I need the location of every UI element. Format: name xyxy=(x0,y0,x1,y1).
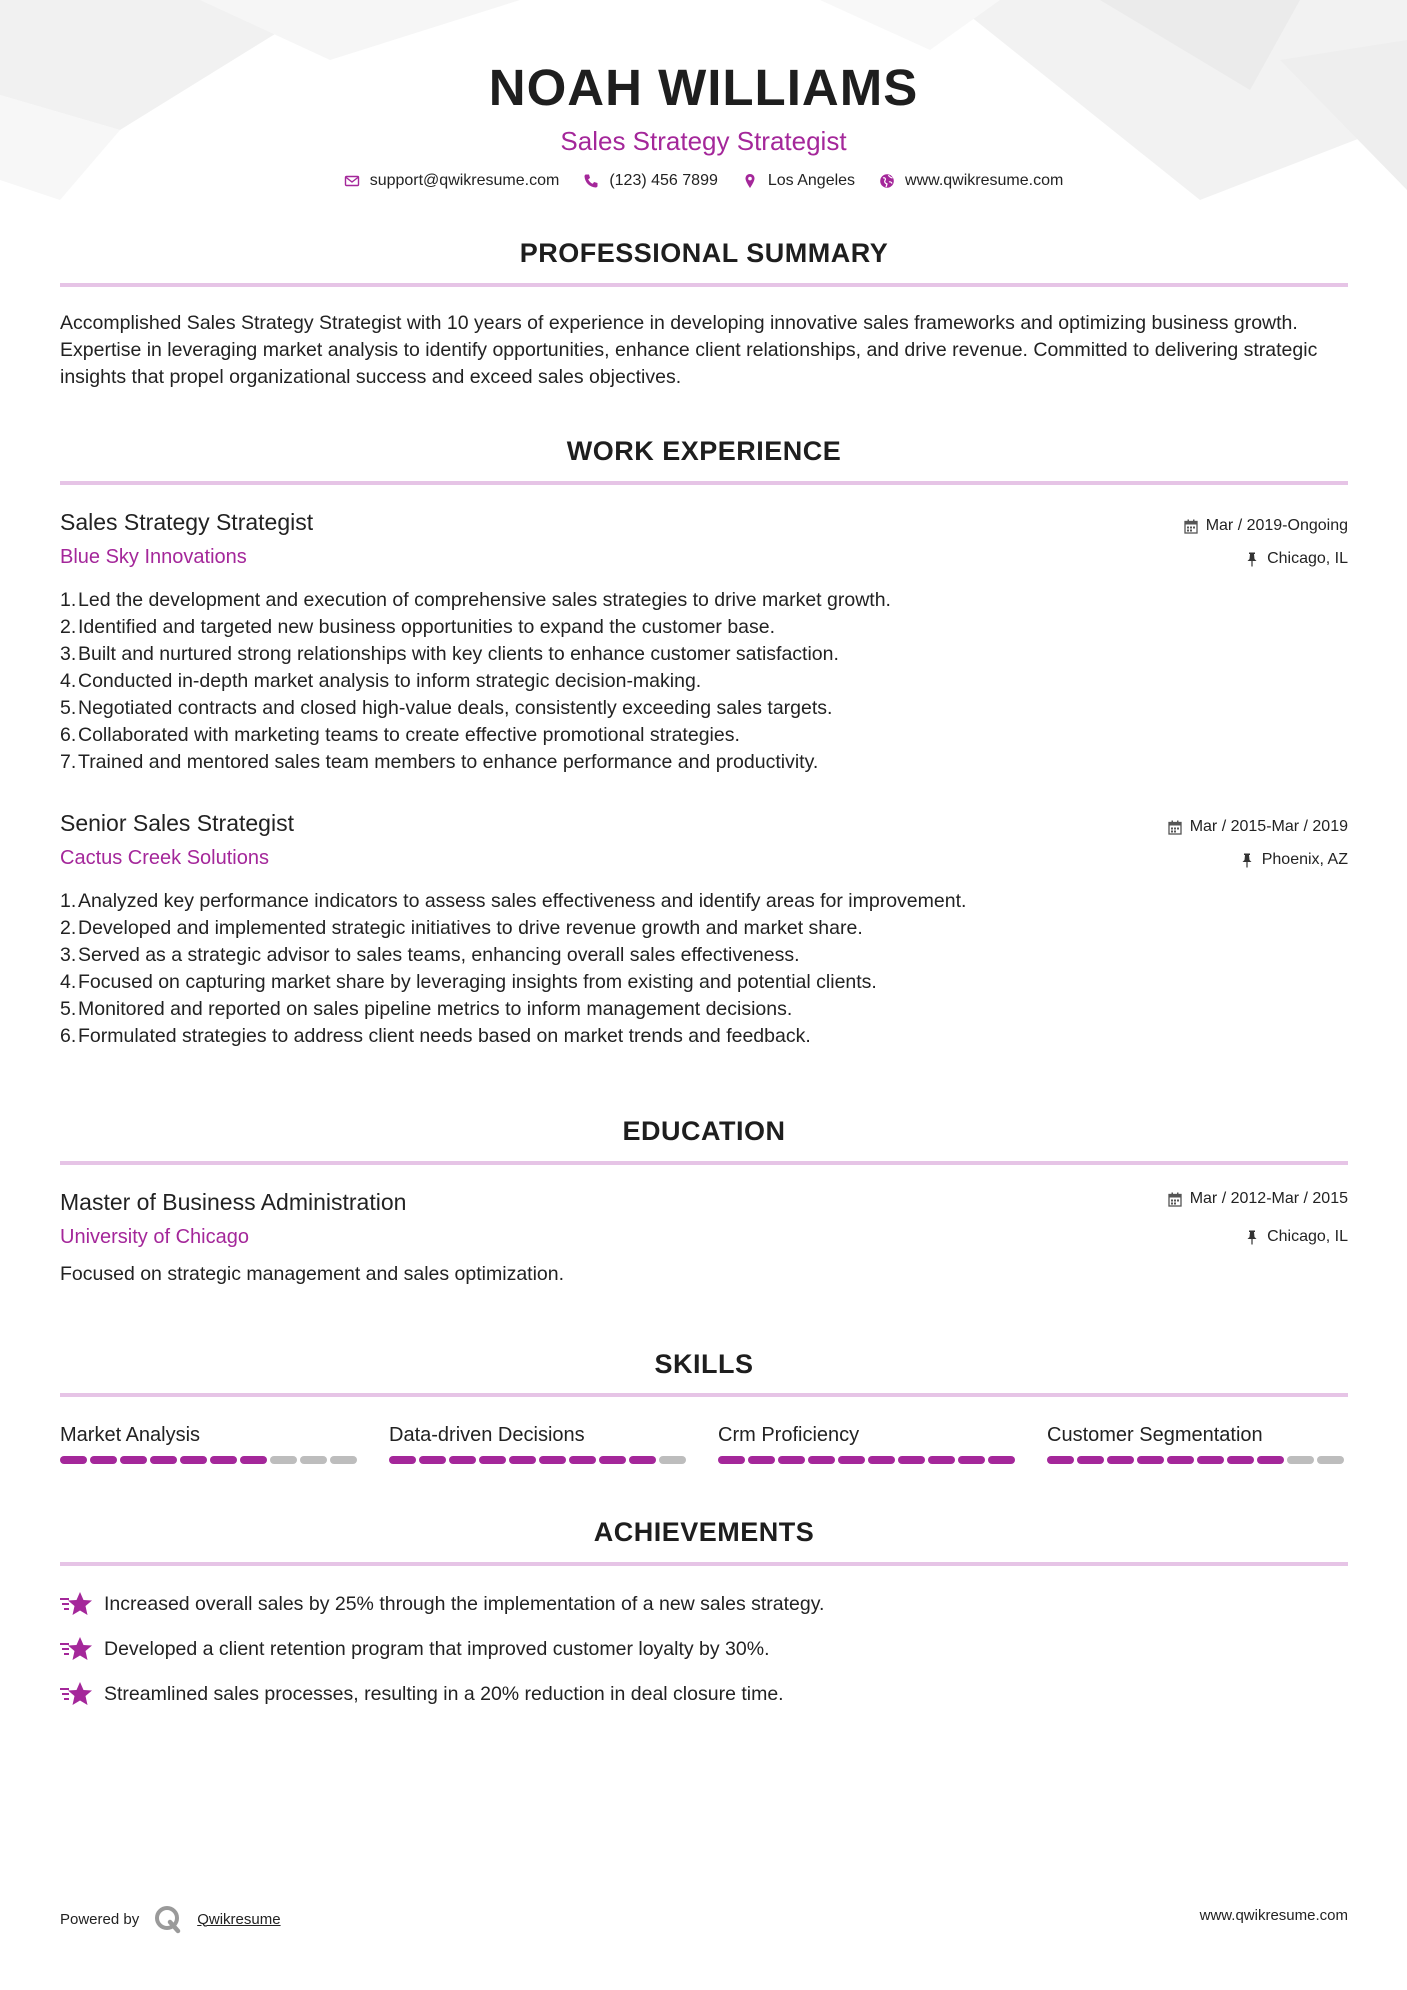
job-title: Senior Sales Strategist xyxy=(60,810,294,836)
footer-branding xyxy=(60,1904,281,1934)
duty-number: 3. xyxy=(60,643,77,665)
duty-text: Collaborated with marketing teams to create effective promotional strategies. xyxy=(78,724,740,746)
skill-level-dot-filled xyxy=(539,1456,566,1464)
envelope-icon xyxy=(344,173,360,189)
contact-bar xyxy=(0,172,1407,190)
skill-level-dot-filled xyxy=(120,1456,147,1464)
duty-item xyxy=(60,749,1348,776)
skill-level-dot-empty xyxy=(300,1456,327,1464)
skill-level-dot-filled xyxy=(389,1456,416,1464)
education-dates-text: Mar / 2012-Mar / 2015 xyxy=(1189,1190,1348,1207)
job-location xyxy=(1245,550,1348,568)
contact-email-text: support@qwikresume.com xyxy=(369,172,560,189)
section-title-skills: SKILLS xyxy=(654,1349,754,1379)
duty-text: Built and nurtured strong relationships with key clients to enhance customer satisfaction. xyxy=(78,643,839,665)
section-title-education: EDUCATION xyxy=(622,1116,786,1146)
skill-level-meter xyxy=(1047,1456,1347,1464)
job-dates-text: Mar / 2015-Mar / 2019 xyxy=(1189,818,1348,835)
star-icon xyxy=(60,1635,92,1663)
duty-number: 3. xyxy=(60,944,77,966)
section-title-achievements: ACHIEVEMENTS xyxy=(593,1517,815,1547)
skill-level-dot-filled xyxy=(1077,1456,1104,1464)
brand-link[interactable]: Qwikresume xyxy=(197,1910,281,1928)
skill-level-dot-filled xyxy=(150,1456,177,1464)
skill-level-meter xyxy=(718,1456,1018,1464)
calendar-icon xyxy=(1168,1192,1182,1207)
skill-name: Market Analysis xyxy=(60,1424,201,1446)
skill-level-dot-filled xyxy=(868,1456,895,1464)
job-title: Sales Strategy Strategist xyxy=(60,509,314,535)
skill-level-dot-filled xyxy=(838,1456,865,1464)
duty-item xyxy=(60,1023,1348,1050)
duty-number: 4. xyxy=(60,971,77,993)
powered-by-label: Powered by xyxy=(60,1910,140,1928)
skill-level-dot-filled xyxy=(180,1456,207,1464)
achievement-text: Developed a client retention program that improved customer loyalty by 30%. xyxy=(104,1637,770,1660)
skill-level-dot-filled xyxy=(898,1456,925,1464)
duty-number: 7. xyxy=(60,751,77,773)
duty-text: Negotiated contracts and closed high-value deals, consistently exceeding sales targets. xyxy=(78,697,833,719)
job-location xyxy=(1240,851,1348,869)
skill-name: Customer Segmentation xyxy=(1047,1424,1263,1446)
skill-level-dot-empty xyxy=(270,1456,297,1464)
education-description: Focused on strategic management and sales optimization. xyxy=(60,1263,565,1285)
skill-level-dot-filled xyxy=(928,1456,955,1464)
section-title-experience: WORK EXPERIENCE xyxy=(566,436,842,466)
contact-phone[interactable] xyxy=(583,172,718,190)
duty-item xyxy=(60,915,1348,942)
candidate-role: Sales Strategy Strategist xyxy=(560,126,847,156)
qwikresume-logo-icon xyxy=(153,1904,183,1934)
skill-item xyxy=(718,1422,1018,1464)
skill-level-dot-filled xyxy=(1107,1456,1134,1464)
skill-level-dot-filled xyxy=(1257,1456,1284,1464)
contact-phone-text: (123) 456 7899 xyxy=(609,172,718,189)
duty-item xyxy=(60,614,1348,641)
skill-level-dot-filled xyxy=(778,1456,805,1464)
education-dates xyxy=(1168,1190,1348,1208)
duty-text: Monitored and reported on sales pipeline metrics to inform management decisions. xyxy=(78,998,793,1020)
duty-item xyxy=(60,587,1348,614)
skill-level-dot-empty xyxy=(659,1456,686,1464)
duty-item xyxy=(60,996,1348,1023)
skill-level-dot-filled xyxy=(419,1456,446,1464)
duty-text: Identified and targeted new business opportunities to expand the customer base. xyxy=(78,616,776,638)
job-dates xyxy=(1168,818,1348,836)
job-location-text: Phoenix, AZ xyxy=(1261,851,1348,868)
duty-text: Developed and implemented strategic initiatives to drive revenue growth and market share. xyxy=(78,917,863,939)
duty-text: Trained and mentored sales team members to enhance performance and productivity. xyxy=(78,751,819,773)
duty-number: 2. xyxy=(60,616,77,638)
star-icon xyxy=(60,1590,92,1618)
duty-item xyxy=(60,668,1348,695)
skill-item xyxy=(60,1422,360,1464)
skill-level-meter xyxy=(389,1456,689,1464)
skill-level-dot-filled xyxy=(629,1456,656,1464)
pushpin-icon xyxy=(1245,552,1259,567)
duty-number: 6. xyxy=(60,724,77,746)
skill-level-dot-filled xyxy=(479,1456,506,1464)
achievement-item xyxy=(60,1590,824,1618)
candidate-name: NOAH WILLIAMS xyxy=(488,59,919,116)
duty-text: Led the development and execution of comprehensive sales strategies to drive market growth. xyxy=(78,589,891,611)
skill-name: Data-driven Decisions xyxy=(389,1424,585,1446)
skill-level-dot-filled xyxy=(1167,1456,1194,1464)
skill-level-dot-filled xyxy=(718,1456,745,1464)
contact-email[interactable] xyxy=(344,172,560,190)
duty-number: 5. xyxy=(60,697,77,719)
job-location-text: Chicago, IL xyxy=(1267,550,1348,567)
skill-level-dot-filled xyxy=(958,1456,985,1464)
skill-level-dot-filled xyxy=(90,1456,117,1464)
contact-location-text: Los Angeles xyxy=(767,172,856,189)
skill-name: Crm Proficiency xyxy=(718,1424,860,1446)
skill-level-meter xyxy=(60,1456,360,1464)
skill-level-dot-empty xyxy=(1317,1456,1344,1464)
education-location xyxy=(1245,1228,1348,1246)
duty-text: Conducted in-depth market analysis to inform strategic decision-making. xyxy=(78,670,702,692)
skill-level-dot-filled xyxy=(1197,1456,1224,1464)
duty-item xyxy=(60,641,1348,668)
education-location-text: Chicago, IL xyxy=(1267,1228,1348,1245)
resume-header xyxy=(0,55,1407,159)
globe-icon xyxy=(879,173,895,189)
achievement-item xyxy=(60,1635,770,1663)
skill-level-dot-filled xyxy=(1047,1456,1074,1464)
skill-level-dot-filled xyxy=(569,1456,596,1464)
skill-level-dot-filled xyxy=(60,1456,87,1464)
skill-level-dot-empty xyxy=(1287,1456,1314,1464)
calendar-icon xyxy=(1184,519,1198,534)
achievement-text: Streamlined sales processes, resulting in a 20% reduction in deal closure time. xyxy=(104,1682,784,1705)
pushpin-icon xyxy=(1240,853,1254,868)
star-icon xyxy=(60,1680,92,1708)
section-divider xyxy=(60,481,1348,485)
phone-icon xyxy=(583,173,599,189)
skill-level-dot-filled xyxy=(988,1456,1015,1464)
section-divider xyxy=(60,1393,1348,1397)
duty-item xyxy=(60,969,1348,996)
duty-item xyxy=(60,695,1348,722)
duty-number: 2. xyxy=(60,917,77,939)
duty-number: 4. xyxy=(60,670,77,692)
duty-item xyxy=(60,722,1348,749)
duty-text: Analyzed key performance indicators to assess sales effectiveness and identify areas for improvement. xyxy=(78,890,967,912)
map-pin-icon xyxy=(742,173,758,189)
achievement-item xyxy=(60,1680,784,1708)
contact-location xyxy=(742,172,855,190)
duty-text: Served as a strategic advisor to sales teams, enhancing overall sales effectiveness. xyxy=(78,944,800,966)
section-title-summary: PROFESSIONAL SUMMARY xyxy=(519,238,889,268)
section-divider xyxy=(60,283,1348,287)
duty-text: Focused on capturing market share by leveraging insights from existing and potential clients. xyxy=(78,971,877,993)
school-name: University of Chicago xyxy=(60,1226,249,1248)
company-name: Cactus Creek Solutions xyxy=(60,847,269,869)
duty-text: Formulated strategies to address client needs based on market trends and feedback. xyxy=(78,1025,811,1047)
skill-level-dot-filled xyxy=(1227,1456,1254,1464)
skill-item xyxy=(389,1422,689,1464)
duty-number: 1. xyxy=(60,589,77,611)
section-divider xyxy=(60,1562,1348,1566)
skill-level-dot-filled xyxy=(1137,1456,1164,1464)
skill-level-dot-filled xyxy=(449,1456,476,1464)
company-name: Blue Sky Innovations xyxy=(60,546,247,568)
job-duties-list xyxy=(60,587,1348,776)
achievement-text: Increased overall sales by 25% through the implementation of a new sales strategy. xyxy=(104,1592,825,1615)
skill-level-dot-filled xyxy=(808,1456,835,1464)
contact-website-text: www.qwikresume.com xyxy=(905,172,1064,189)
contact-website[interactable] xyxy=(879,172,1063,190)
duty-item xyxy=(60,888,1348,915)
summary-text: Accomplished Sales Strategy Strategist with 10 years of experience in developing innovative sales frameworks and optimizing business growth. Expertise in leveraging market analysis to identify opportunities, enhance client relationships, and drive revenue. Committed to delivering strategic insights that propel organizational success and exceed sales objectives. xyxy=(60,312,1318,388)
skill-level-dot-filled xyxy=(509,1456,536,1464)
job-dates-text: Mar / 2019-Ongoing xyxy=(1205,517,1348,534)
duty-number: 6. xyxy=(60,1025,77,1047)
skill-level-dot-filled xyxy=(748,1456,775,1464)
duty-item xyxy=(60,942,1348,969)
skill-item xyxy=(1047,1422,1347,1464)
calendar-icon xyxy=(1168,820,1182,835)
section-divider xyxy=(60,1161,1348,1165)
duty-number: 5. xyxy=(60,998,77,1020)
skill-level-dot-empty xyxy=(330,1456,357,1464)
skill-level-dot-filled xyxy=(599,1456,626,1464)
footer-website-link[interactable]: www.qwikresume.com xyxy=(1199,1907,1348,1924)
skill-level-dot-filled xyxy=(210,1456,237,1464)
degree-title: Master of Business Administration xyxy=(60,1189,407,1215)
job-duties-list xyxy=(60,888,1348,1050)
pushpin-icon xyxy=(1245,1230,1259,1245)
skill-level-dot-filled xyxy=(240,1456,267,1464)
job-dates xyxy=(1184,517,1348,535)
duty-number: 1. xyxy=(60,890,77,912)
